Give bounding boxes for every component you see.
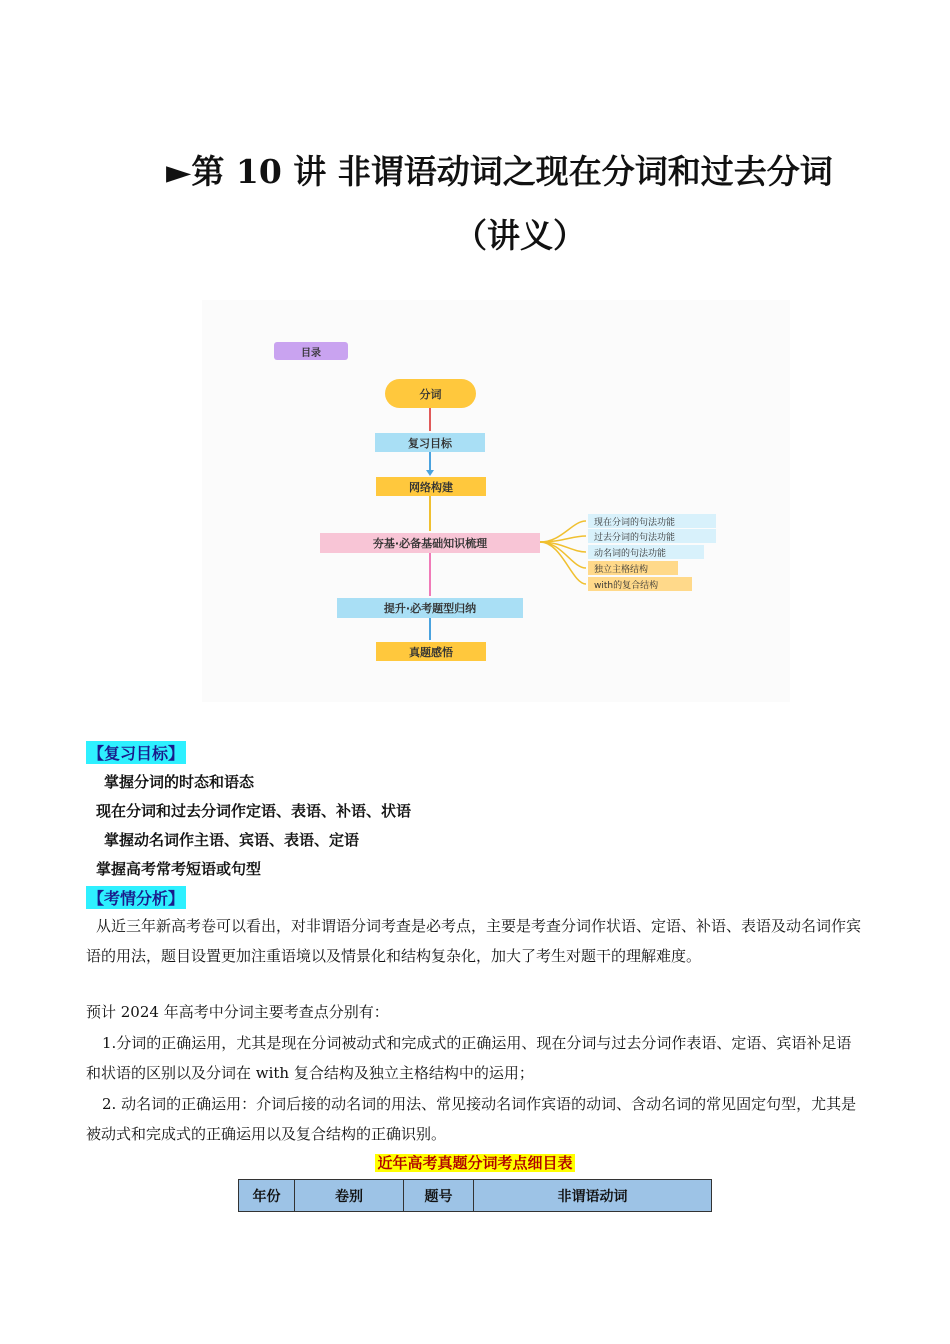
table-title-text: 近年高考真题分词考点细目表 — [377, 1154, 573, 1172]
mindmap-node-3: 夯基·必备基础知识梳理 — [320, 533, 540, 553]
table-header-row — [239, 1180, 712, 1212]
table-title — [0, 1152, 950, 1173]
mindmap-leaf-1: 现在分词的句法功能 — [588, 514, 716, 528]
title-line-1: ►第 10 讲 非谓语动词之现在分词和过去分词 — [166, 152, 833, 191]
mindmap-node-4: 提升·必考题型归纳 — [337, 598, 523, 618]
mindmap-node-1: 复习目标 — [375, 433, 485, 452]
mindmap-image — [202, 300, 790, 702]
header-paper: 卷别 — [295, 1180, 404, 1212]
analysis-paragraph-3: 1.分词的正确运用，尤其是现在分词被动式和完成式的正确运用、现在分词与过去分词作表语、定语、宾语补足语和状语的区别以及分词在 with 复合结构及独立主格结构中的运用； — [86, 1034, 852, 1082]
detail-table — [238, 1179, 712, 1212]
mindmap-node-5: 真题感悟 — [376, 642, 486, 661]
header-question: 题号 — [404, 1180, 474, 1212]
review-goal-3: 掌握动名词作主语、宾语、表语、定语 — [104, 831, 360, 849]
mindmap-node-2: 网络构建 — [376, 477, 486, 496]
mindmap-leaf-5: with的复合结构 — [588, 577, 692, 591]
mindmap-label: 目录 — [274, 342, 348, 360]
review-goal-4: 掌握高考常考短语或句型 — [96, 860, 262, 878]
header-nonfinite-verb: 非谓语动词 — [474, 1180, 712, 1212]
analysis-paragraph-2: 预计 2024 年高考中分词主要考查点分别有： — [86, 1003, 389, 1021]
analysis-paragraph-4: 2. 动名词的正确运用：介词后接的动名词的用法、常见接动名词作宾语的动词、含动名词的常见固定句型，尤其是被动式和完成式的正确运用以及复合结构的正确识别。 — [86, 1095, 857, 1143]
review-goal-1: 掌握分词的时态和语态 — [104, 773, 255, 791]
header-year: 年份 — [239, 1180, 295, 1212]
analysis-tag: 【考情分析】 — [86, 886, 186, 909]
title-line-2: （讲义） — [454, 216, 586, 255]
mindmap-connectors — [202, 300, 790, 702]
review-goals-tag: 【复习目标】 — [86, 741, 186, 764]
analysis-paragraph-1: 从近三年新高考卷可以看出，对非谓语分词考查是必考点，主要是考查分词作状语、定语、补语、表语及动名词作宾语的用法，题目设置更加注重语境以及情景化和结构复杂化，加大了考生对题干的理解难度。 — [86, 917, 862, 965]
review-goal-2: 现在分词和过去分词作定语、表语、补语、状语 — [96, 802, 412, 820]
mindmap-leaf-2: 过去分词的句法功能 — [588, 529, 716, 543]
mindmap-leaf-3: 动名词的句法功能 — [588, 545, 704, 559]
mindmap-leaf-4: 独立主格结构 — [588, 561, 678, 575]
mindmap-root: 分词 — [385, 379, 476, 408]
